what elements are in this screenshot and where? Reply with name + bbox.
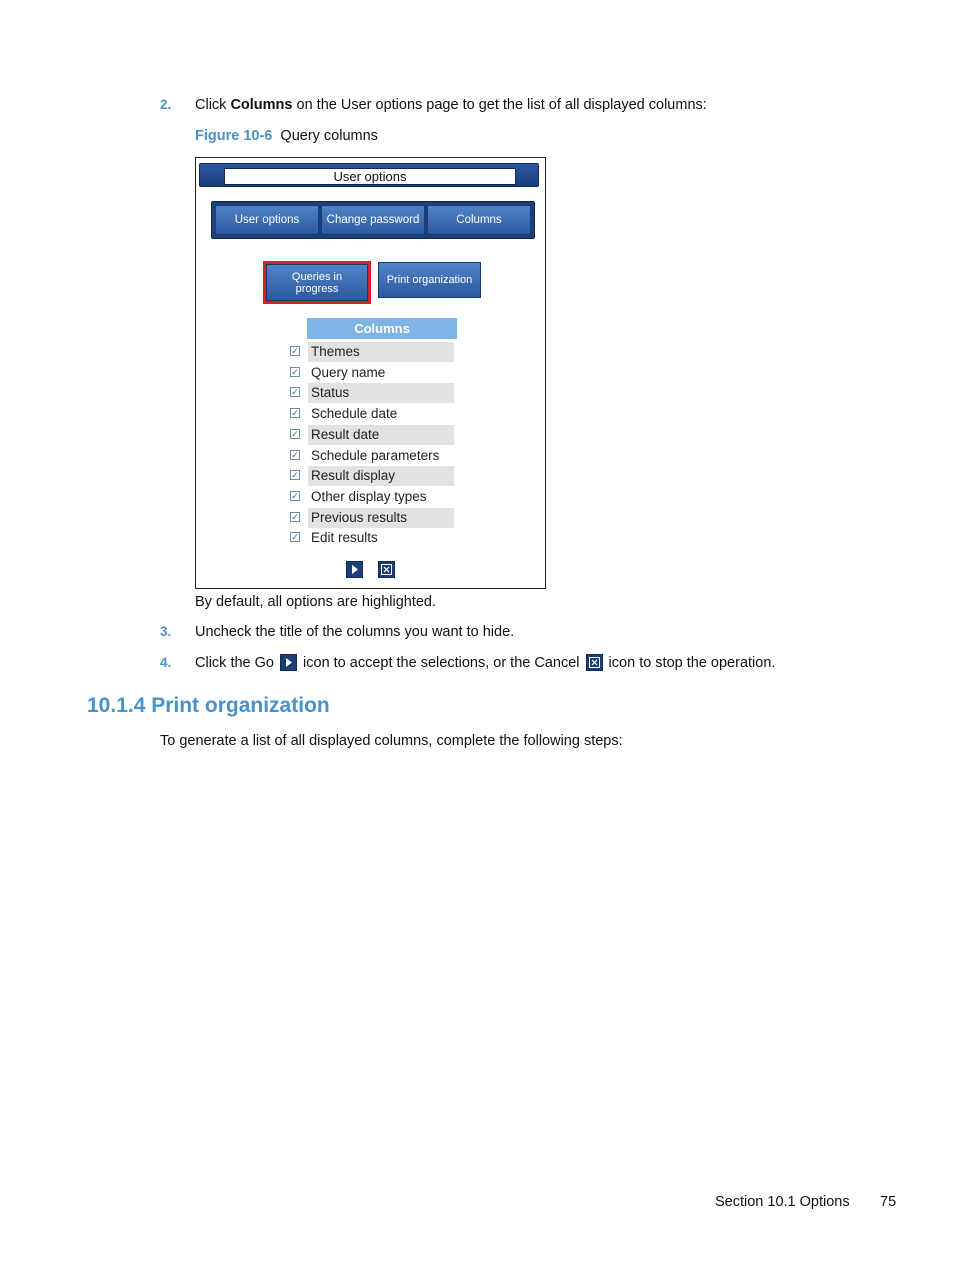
go-icon bbox=[347, 562, 362, 577]
column-option[interactable] bbox=[290, 363, 458, 383]
column-label: Status bbox=[308, 383, 454, 403]
step-2 bbox=[160, 96, 171, 114]
column-label: Other display types bbox=[311, 489, 427, 504]
step-number: 3. bbox=[160, 624, 172, 639]
step-3 bbox=[160, 623, 171, 641]
step-4-text bbox=[195, 654, 775, 672]
checkbox-checked[interactable]: ✓ bbox=[291, 387, 299, 397]
column-option[interactable] bbox=[290, 383, 458, 403]
checkbox-checked[interactable]: ✓ bbox=[291, 367, 299, 377]
nav-columns[interactable]: Columns bbox=[427, 205, 531, 235]
column-label: Result display bbox=[308, 466, 454, 486]
window-titlebar bbox=[199, 163, 539, 187]
step-2-text bbox=[195, 96, 707, 114]
column-option[interactable] bbox=[290, 404, 458, 424]
figure-title: Query columns bbox=[280, 128, 378, 144]
page-number: 75 bbox=[880, 1194, 897, 1210]
figure-caption bbox=[195, 127, 378, 145]
checkbox-checked[interactable]: ✓ bbox=[291, 512, 299, 522]
column-option[interactable] bbox=[290, 466, 458, 486]
nav-user-options[interactable]: User options bbox=[215, 205, 319, 235]
cancel-icon bbox=[586, 654, 603, 671]
nav-bar bbox=[211, 201, 535, 239]
checkbox-checked[interactable]: ✓ bbox=[291, 532, 299, 542]
columns-header: Columns bbox=[307, 318, 457, 339]
column-label: Previous results bbox=[308, 508, 454, 528]
print-organization-label: Print organization bbox=[386, 274, 473, 286]
columns-term: Columns bbox=[230, 97, 293, 113]
section-heading: 10.1.4 Print organization bbox=[87, 694, 330, 717]
step-text: icon to stop the operation. bbox=[604, 655, 776, 671]
column-label: Schedule date bbox=[311, 406, 398, 421]
step-text: Click the Go bbox=[195, 655, 278, 671]
figure-label: Figure 10-6 bbox=[195, 128, 273, 144]
step-text: on the User options page to get the list of all displayed columns: bbox=[292, 97, 707, 113]
go-icon bbox=[280, 654, 297, 671]
queries-in-progress-button[interactable] bbox=[266, 264, 368, 301]
checkbox-checked[interactable]: ✓ bbox=[291, 470, 299, 480]
checkbox-checked[interactable]: ✓ bbox=[291, 429, 299, 439]
checkbox-checked[interactable]: ✓ bbox=[291, 346, 299, 356]
print-organization-button[interactable] bbox=[378, 262, 481, 298]
column-option[interactable] bbox=[290, 487, 458, 507]
footer-section: Section 10.1 Options bbox=[715, 1194, 850, 1210]
queries-in-progress-label: Queries in progress bbox=[291, 270, 343, 295]
column-label: Query name bbox=[311, 365, 386, 380]
column-option[interactable] bbox=[290, 528, 458, 548]
column-option[interactable] bbox=[290, 342, 458, 362]
checkbox-checked[interactable]: ✓ bbox=[291, 450, 299, 460]
column-option[interactable] bbox=[290, 425, 458, 445]
window-title: User options bbox=[224, 168, 516, 185]
checkbox-checked[interactable]: ✓ bbox=[291, 408, 299, 418]
step-4 bbox=[160, 654, 171, 672]
figure-screenshot bbox=[195, 157, 546, 589]
column-label: Edit results bbox=[311, 530, 378, 545]
cancel-icon bbox=[379, 562, 394, 577]
step-3-text: Uncheck the title of the columns you want to hide. bbox=[195, 624, 515, 640]
nav-change-password[interactable]: Change password bbox=[321, 205, 425, 235]
section-intro: To generate a list of all displayed columns, complete the following steps: bbox=[160, 733, 623, 749]
column-label: Schedule parameters bbox=[311, 448, 440, 463]
checkbox-checked[interactable]: ✓ bbox=[291, 491, 299, 501]
figure-note: By default, all options are highlighted. bbox=[195, 594, 437, 610]
step-number: 4. bbox=[160, 655, 172, 670]
step-text: icon to accept the selections, or the Cancel bbox=[299, 655, 584, 671]
column-label: Result date bbox=[308, 425, 454, 445]
go-button[interactable] bbox=[346, 561, 363, 578]
column-option[interactable] bbox=[290, 446, 458, 466]
column-label: Themes bbox=[308, 342, 454, 362]
step-number: 2. bbox=[160, 97, 172, 112]
step-text: Click bbox=[195, 97, 231, 113]
cancel-button[interactable] bbox=[378, 561, 395, 578]
column-option[interactable] bbox=[290, 508, 458, 528]
